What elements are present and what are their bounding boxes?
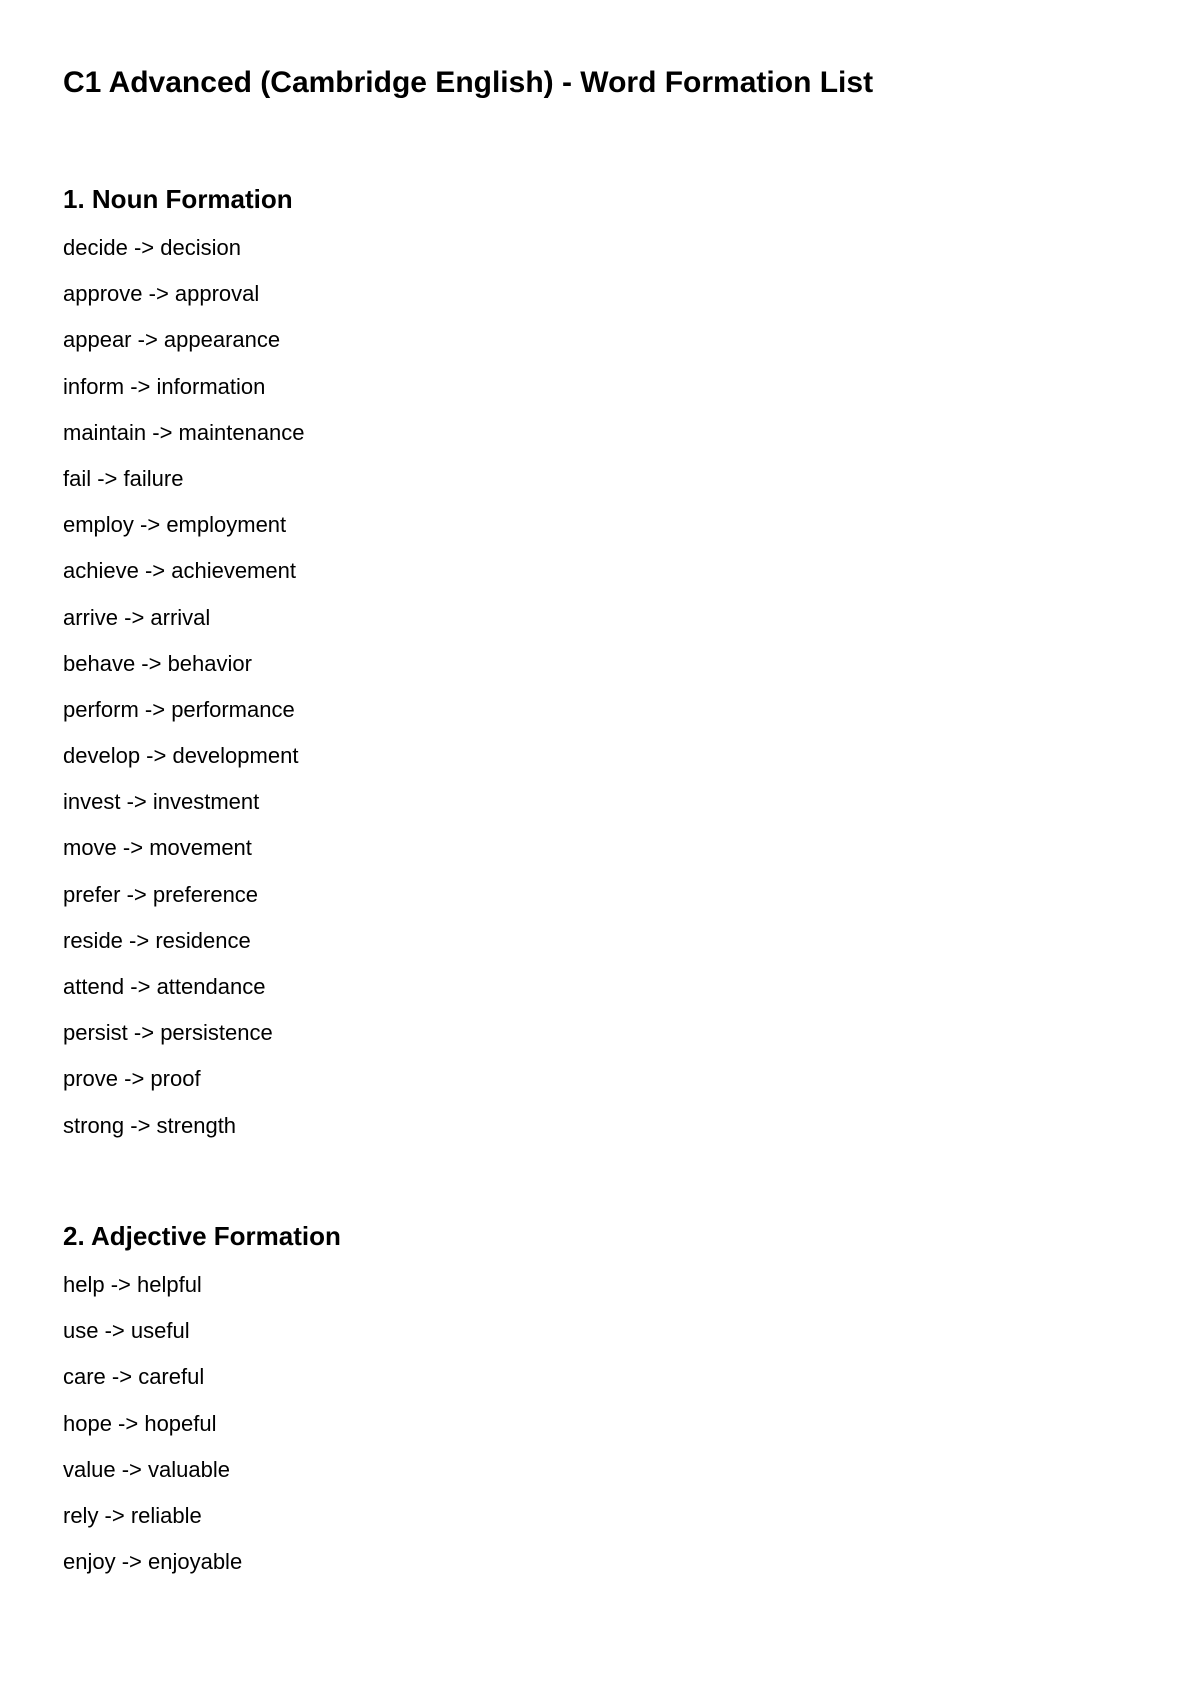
list-item: care -> careful xyxy=(63,1364,205,1390)
list-item: prove -> proof xyxy=(63,1066,201,1092)
list-item: rely -> reliable xyxy=(63,1502,202,1528)
list-item: reside -> residence xyxy=(63,927,251,953)
list-item: fail -> failure xyxy=(63,465,184,491)
list-item: invest -> investment xyxy=(63,789,260,815)
list-item: appear -> appearance xyxy=(63,327,281,353)
list-item: value -> valuable xyxy=(63,1456,230,1482)
list-item: enjoy -> enjoyable xyxy=(63,1549,243,1575)
section-adjective-formation xyxy=(63,1219,341,1585)
list-item: attend -> attendance xyxy=(63,974,266,999)
section-heading: 1. Noun Formation xyxy=(63,184,293,214)
list-item: move -> movement xyxy=(63,835,252,861)
word-list xyxy=(63,1262,341,1585)
list-item: develop -> development xyxy=(63,743,299,769)
section-heading: 2. Adjective Formation xyxy=(63,1221,341,1251)
list-item: strong -> strength xyxy=(63,1112,237,1138)
list-item: employ -> employment xyxy=(63,512,287,538)
list-item: persist -> persistence xyxy=(63,1020,273,1046)
list-item: inform -> information xyxy=(63,373,266,399)
page-title: C1 Advanced (Cambridge English) - Word Formation List xyxy=(63,66,874,99)
list-item: help -> helpful xyxy=(63,1272,202,1297)
list-item: achieve -> achievement xyxy=(63,558,296,584)
word-list xyxy=(63,225,305,1149)
list-item: approve -> approval xyxy=(63,281,260,307)
list-item: arrive -> arrival xyxy=(63,604,211,630)
section-noun-formation xyxy=(63,182,305,1149)
list-item: decide -> decision xyxy=(63,235,241,260)
list-item: behave -> behavior xyxy=(63,650,252,676)
list-item: use -> useful xyxy=(63,1318,190,1344)
list-item: perform -> performance xyxy=(63,696,295,722)
list-item: hope -> hopeful xyxy=(63,1410,217,1436)
list-item: maintain -> maintenance xyxy=(63,419,305,445)
list-item: prefer -> preference xyxy=(63,881,259,907)
